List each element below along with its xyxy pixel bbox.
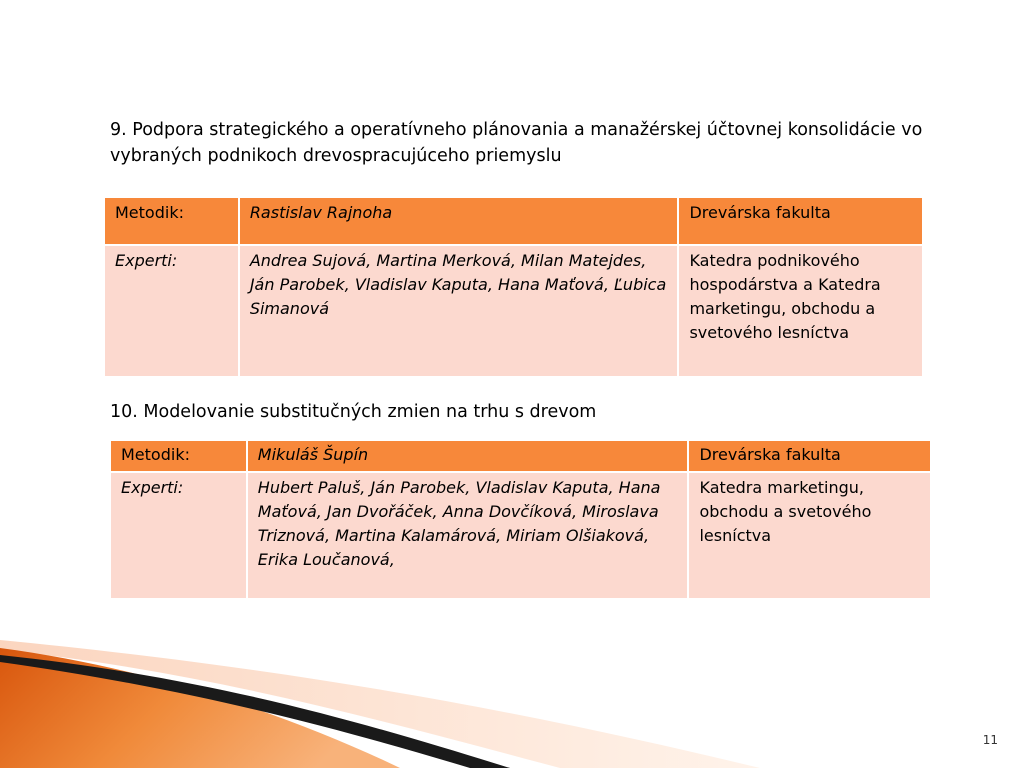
metodik-name: Mikuláš Šupín xyxy=(247,440,689,472)
faculty-name: Drevárska fakulta xyxy=(688,440,931,472)
section-2-table xyxy=(109,439,932,600)
metodik-label: Metodik: xyxy=(104,197,239,245)
section-1-heading: 9. Podpora strategického a operatívneho plánovania a manažérskej účtovnej konsolidácie vo vybraných podnikoch drevospracujúceho priemyslu xyxy=(110,120,923,166)
department-names: Katedra podnikového hospodárstva a Katedra marketingu, obchodu a svetového lesníctva xyxy=(678,245,923,377)
metodik-label: Metodik: xyxy=(110,440,247,472)
metodik-name: Rastislav Rajnoha xyxy=(239,197,679,245)
section-2-heading: 10. Modelovanie substitučných zmien na trhu s drevom xyxy=(110,402,597,422)
table-row xyxy=(110,440,931,472)
experti-names: Hubert Paluš, Ján Parobek, Vladislav Kaputa, Hana Maťová, Jan Dvořáček, Anna Dovčíková, Miroslava Triznová, Martina Kalamárová, Miriam Olšiaková, Erika Loučanová, xyxy=(247,472,689,599)
section-1-table xyxy=(103,196,924,378)
experti-label: Experti: xyxy=(104,245,239,377)
experti-label: Experti: xyxy=(110,472,247,599)
experti-names: Andrea Sujová, Martina Merková, Milan Matejdes, Ján Parobek, Vladislav Kaputa, Hana Maťová, Ľubica Simanová xyxy=(239,245,679,377)
table-row xyxy=(110,472,931,599)
page-number: 11 xyxy=(982,733,998,747)
faculty-name: Drevárska fakulta xyxy=(678,197,923,245)
table-row xyxy=(104,245,923,377)
department-names: Katedra marketingu, obchodu a svetového lesníctva xyxy=(688,472,931,599)
table-row xyxy=(104,197,923,245)
